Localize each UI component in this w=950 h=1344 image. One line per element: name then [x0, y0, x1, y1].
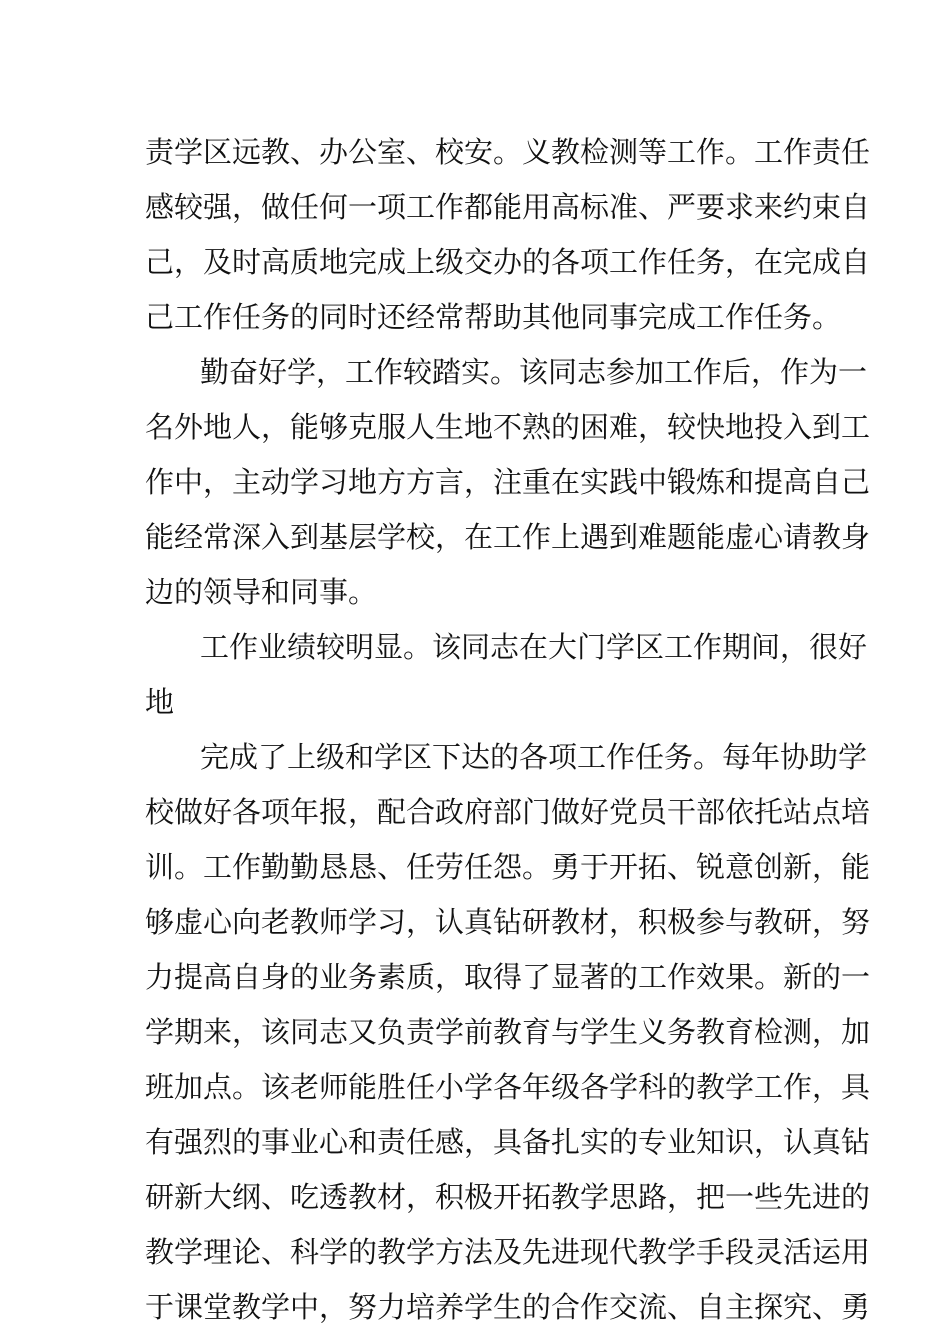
text-line: 有强烈的事业心和责任感，具备扎实的专业知识，认真钻: [145, 1125, 871, 1159]
text-line: 感较强，做任何一项工作都能用高标准、严要求来约束自: [145, 190, 871, 224]
text-line: 责学区远教、办公室、校安。义教检测等工作。工作责任: [145, 135, 871, 169]
text-line: 够虚心向老教师学习，认真钻研教材，积极参与教研，努: [145, 905, 871, 939]
text-line: 完成了上级和学区下达的各项工作任务。每年协助学: [200, 740, 868, 774]
text-line: 能经常深入到基层学校，在工作上遇到难题能虚心请教身: [145, 520, 871, 554]
text-line: 校做好各项年报，配合政府部门做好党员干部依托站点培: [145, 795, 871, 829]
text-line: 学期来，该同志又负责学前教育与学生义务教育检测，加: [145, 1015, 871, 1049]
text-line: 边的领导和同事。: [145, 575, 378, 609]
text-line: 己工作任务的同时还经常帮助其他同事完成工作任务。: [145, 300, 842, 334]
text-line: 教学理论、科学的教学方法及先进现代教学手段灵活运用: [145, 1235, 871, 1269]
text-line: 训。工作勤勤恳恳、任劳任怨。勇于开拓、锐意创新，能: [145, 850, 871, 884]
text-line: 力提高自身的业务素质，取得了显著的工作效果。新的一: [145, 960, 871, 994]
text-line: 于课堂教学中，努力培养学生的合作交流、自主探究、勇: [145, 1290, 871, 1324]
text-line: 班加点。该老师能胜任小学各年级各学科的教学工作，具: [145, 1070, 871, 1104]
text-line: 研新大纲、吃透教材，积极开拓教学思路，把一些先进的: [145, 1180, 871, 1214]
text-line: 作中，主动学习地方方言，注重在实践中锻炼和提高自己: [145, 465, 871, 499]
text-line: 己，及时高质地完成上级交办的各项工作任务，在完成自: [145, 245, 871, 279]
text-line: 工作业绩较明显。该同志在大门学区工作期间，很好: [200, 630, 868, 664]
text-line: 名外地人，能够克服人生地不熟的困难，较快地投入到工: [145, 410, 871, 444]
document-body: [145, 125, 871, 1335]
text-line: 地: [145, 685, 175, 719]
text-line: 勤奋好学，工作较踏实。该同志参加工作后，作为一: [200, 355, 868, 389]
